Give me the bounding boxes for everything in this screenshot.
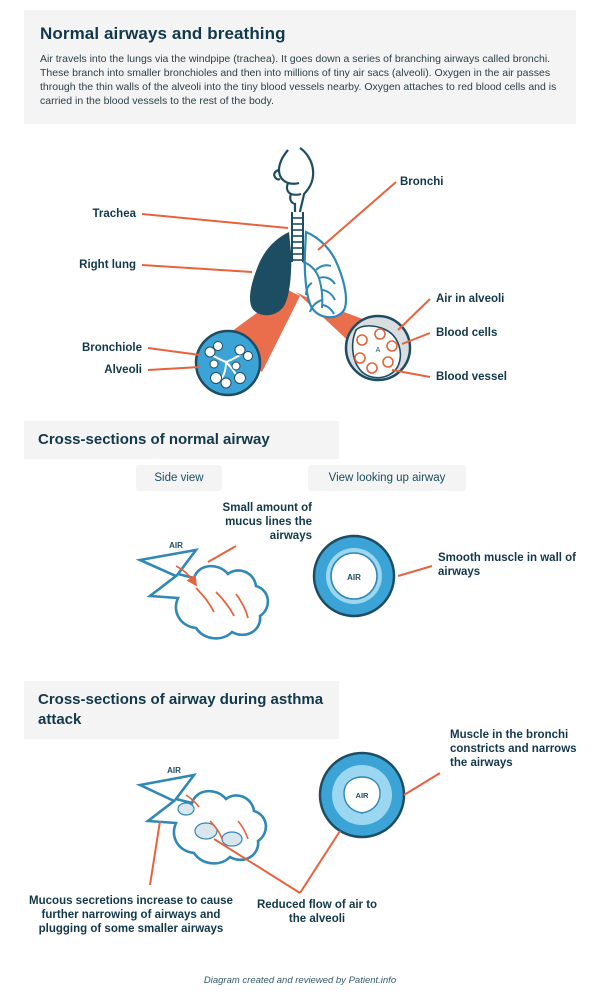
pill-side-view: Side view	[136, 465, 222, 491]
label-muscle-constricts: Muscle in the bronchi constricts and narrows the airways	[450, 729, 577, 769]
intro-body-text: Air travels into the lungs via the windpipe (trachea). It goes down a series of branching airways called bronchi. These branch into smaller bronchioles and then into millions of tiny air sacs (alveoli). Oxygen in the air passes through the thin walls of the alveoli into the tiny blood vessels nearby. Oxygen attaches to red blood cells and is carried in the blood vessels to the rest of the body.	[40, 53, 557, 107]
asthma-airway-side-view	[140, 766, 266, 863]
label-mucous-secretions: Mucous secretions increase to cause further narrowing of airways and plugging of some smaller airways	[29, 895, 233, 935]
air-label-side-asthma: AIR	[167, 766, 181, 775]
label-blood-cells: Blood cells	[436, 327, 498, 339]
label-trachea: Trachea	[92, 208, 136, 220]
label-alveoli: Alveoli	[104, 364, 142, 376]
label-smooth-muscle: Smooth muscle in wall of airways	[438, 552, 577, 578]
right-lung-shape	[250, 232, 291, 315]
label-air-in-alveoli: Air in alveoli	[436, 293, 505, 305]
svg-text:AIR: AIR	[355, 791, 369, 800]
pill-view-looking-up-airway: View looking up airway	[308, 465, 466, 491]
label-bronchiole: Bronchiole	[81, 342, 142, 354]
asthma-airway-cross-section	[320, 753, 404, 837]
label-small-amount-of-mucus: Small amount of mucus lines the airways	[222, 502, 312, 542]
normal-airway-cross-section	[314, 536, 394, 616]
bronchiole-zoom-circle	[196, 331, 260, 395]
svg-text:A: A	[375, 347, 381, 354]
label-right-lung: Right lung	[79, 259, 136, 271]
page-title: Normal airways and breathing	[40, 24, 286, 43]
label-blood-vessel: Blood vessel	[436, 371, 507, 383]
section-heading-asthma-airway: Cross-sections of airway during asthma attack	[24, 681, 339, 739]
air-label-side-normal: AIR	[169, 541, 183, 550]
section-heading-normal-airway: Cross-sections of normal airway	[24, 421, 339, 459]
alveolus-zoom-circle	[346, 316, 410, 380]
body-outline	[274, 148, 313, 212]
trachea-shape	[292, 212, 303, 262]
label-reduced-flow: Reduced flow of air to the alveoli	[256, 899, 378, 925]
svg-text:AIR: AIR	[347, 573, 361, 582]
footer-credit: Diagram created and reviewed by Patient.info	[203, 975, 397, 986]
normal-airway-side-view	[140, 541, 268, 638]
label-bronchi: Bronchi	[400, 176, 444, 188]
